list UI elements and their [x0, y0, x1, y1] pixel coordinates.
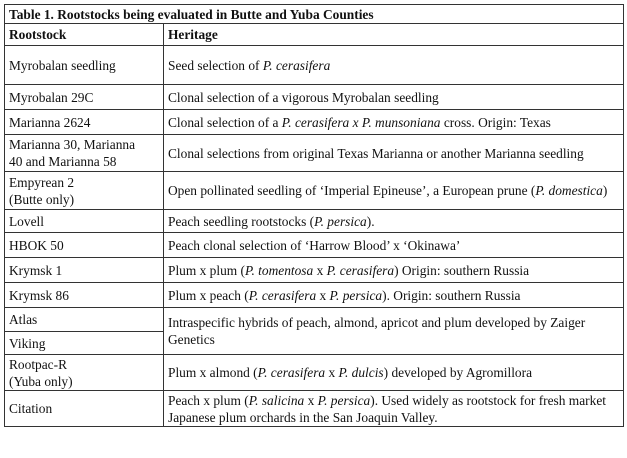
species-name: P. persica [317, 392, 371, 408]
table-row [5, 172, 624, 210]
rootstock-cell [5, 46, 164, 85]
heritage-text: Plum x plum ( [168, 262, 246, 278]
heritage-text: Clonal selections from original Texas Marianna or another Marianna seedling [168, 145, 584, 161]
heritage-text: ) [602, 183, 608, 198]
heritage-text: x [304, 392, 318, 408]
heritage-text: ) developed by Agromillora [383, 365, 533, 380]
rootstock-name: Myrobalan 29C [9, 89, 94, 105]
rootstock-cell [5, 172, 164, 210]
table-title: Table 1. Rootstocks being evaluated in Butte and Yuba Counties [5, 5, 624, 24]
heritage-text: cross. Origin: Texas [440, 114, 551, 130]
rootstock-cell [5, 258, 164, 283]
heritage-cell [164, 258, 624, 283]
heritage-cell [164, 355, 624, 391]
rootstock-name: Marianna 30, Marianna [9, 137, 136, 152]
table-row [5, 135, 624, 172]
species-name: P. salicina [248, 392, 305, 408]
rootstock-name: Citation [9, 401, 53, 416]
heritage-text: Clonal selection of a vigorous Myrobalan seedling [168, 89, 439, 105]
rootstock-name: Empyrean 2 [9, 174, 75, 190]
species-name: P. dulcis [338, 365, 384, 380]
table-row [5, 283, 624, 308]
heritage-text: Plum x almond ( [168, 365, 258, 380]
heritage-text: x [313, 262, 327, 278]
heritage-cell [164, 172, 624, 210]
species-name: P. cerasifera x P. munsoniana [281, 114, 441, 130]
rootstock-name: Atlas [9, 312, 38, 327]
heritage-cell [164, 308, 624, 355]
table-row [5, 85, 624, 110]
table-row [5, 391, 624, 427]
heritage-cell [164, 283, 624, 308]
rootstock-cell [5, 332, 164, 355]
species-name: P. persica [314, 213, 367, 229]
rootstock-cell [5, 283, 164, 308]
rootstock-cell [5, 85, 164, 110]
table-row [5, 308, 624, 332]
heritage-text: x [325, 365, 339, 380]
rootstock-name: Krymsk 86 [9, 287, 69, 303]
header-row [5, 24, 624, 46]
species-name: P. domestica [535, 183, 603, 198]
title-row [5, 5, 624, 24]
heritage-cell [164, 85, 624, 110]
rootstock-name: Krymsk 1 [9, 262, 63, 278]
heritage-cell [164, 46, 624, 85]
heritage-text: Open pollinated seedling of ‘Imperial Epineuse’, a European prune ( [168, 183, 536, 198]
heritage-text: ). Used widely as rootstock for fresh market Japanese plum orchards in the San Joaquin Valley. [168, 392, 606, 425]
heritage-text: Peach clonal selection of ‘Harrow Blood’ x ‘Okinawa’ [168, 237, 461, 253]
heritage-text: Clonal selection of a [168, 114, 282, 130]
table-row [5, 110, 624, 135]
heritage-text: Peach seedling rootstocks ( [168, 213, 315, 229]
rootstock-name: Marianna 2624 [9, 114, 91, 130]
species-name: P. cerasifera [257, 365, 326, 380]
rootstock-table [4, 4, 624, 427]
table-body [5, 5, 624, 427]
rootstock-name: Viking [9, 335, 46, 351]
rootstock-name: Lovell [9, 213, 44, 229]
header-rootstock: Rootstock [5, 24, 164, 46]
table-row [5, 210, 624, 233]
rootstock-cell [5, 355, 164, 391]
rootstock-name: 40 and Marianna 58 [9, 154, 117, 169]
table-row [5, 355, 624, 391]
species-name: P. cerasifera [326, 262, 395, 278]
rootstock-cell [5, 233, 164, 258]
rootstock-cell [5, 210, 164, 233]
table-container [4, 4, 624, 427]
table-row [5, 46, 624, 85]
rootstock-cell [5, 135, 164, 172]
rootstock-name: (Yuba only) [9, 373, 73, 389]
rootstock-name: Myrobalan seedling [9, 57, 116, 73]
heritage-text: Plum x peach ( [168, 287, 249, 303]
rootstock-cell [5, 308, 164, 332]
species-name: P. cerasifera [248, 287, 317, 303]
rootstock-name: (Butte only) [9, 191, 75, 207]
rootstock-cell [5, 110, 164, 135]
heritage-text: ) Origin: southern Russia [394, 262, 530, 278]
rootstock-name: Rootpac-R [9, 356, 68, 372]
heritage-text: Intraspecific hybrids of peach, almond, apricot and plum developed by Zaiger Genetics [168, 315, 586, 347]
table-row [5, 258, 624, 283]
table-row [5, 233, 624, 258]
rootstock-name: HBOK 50 [9, 237, 64, 253]
heritage-cell [164, 210, 624, 233]
species-name: P. tomentosa [245, 262, 314, 278]
heritage-text: ). [366, 213, 375, 229]
heritage-cell [164, 110, 624, 135]
heritage-text: Seed selection of [168, 57, 263, 73]
heritage-cell [164, 233, 624, 258]
species-name: P. cerasifera [262, 57, 331, 73]
heritage-text: x [316, 287, 330, 303]
species-name: P. persica [329, 287, 383, 303]
heritage-cell [164, 391, 624, 427]
heritage-text: ). Origin: southern Russia [382, 287, 521, 303]
heritage-cell [164, 135, 624, 172]
rootstock-cell [5, 391, 164, 427]
heritage-text: Peach x plum ( [168, 392, 249, 408]
header-heritage: Heritage [164, 24, 624, 46]
